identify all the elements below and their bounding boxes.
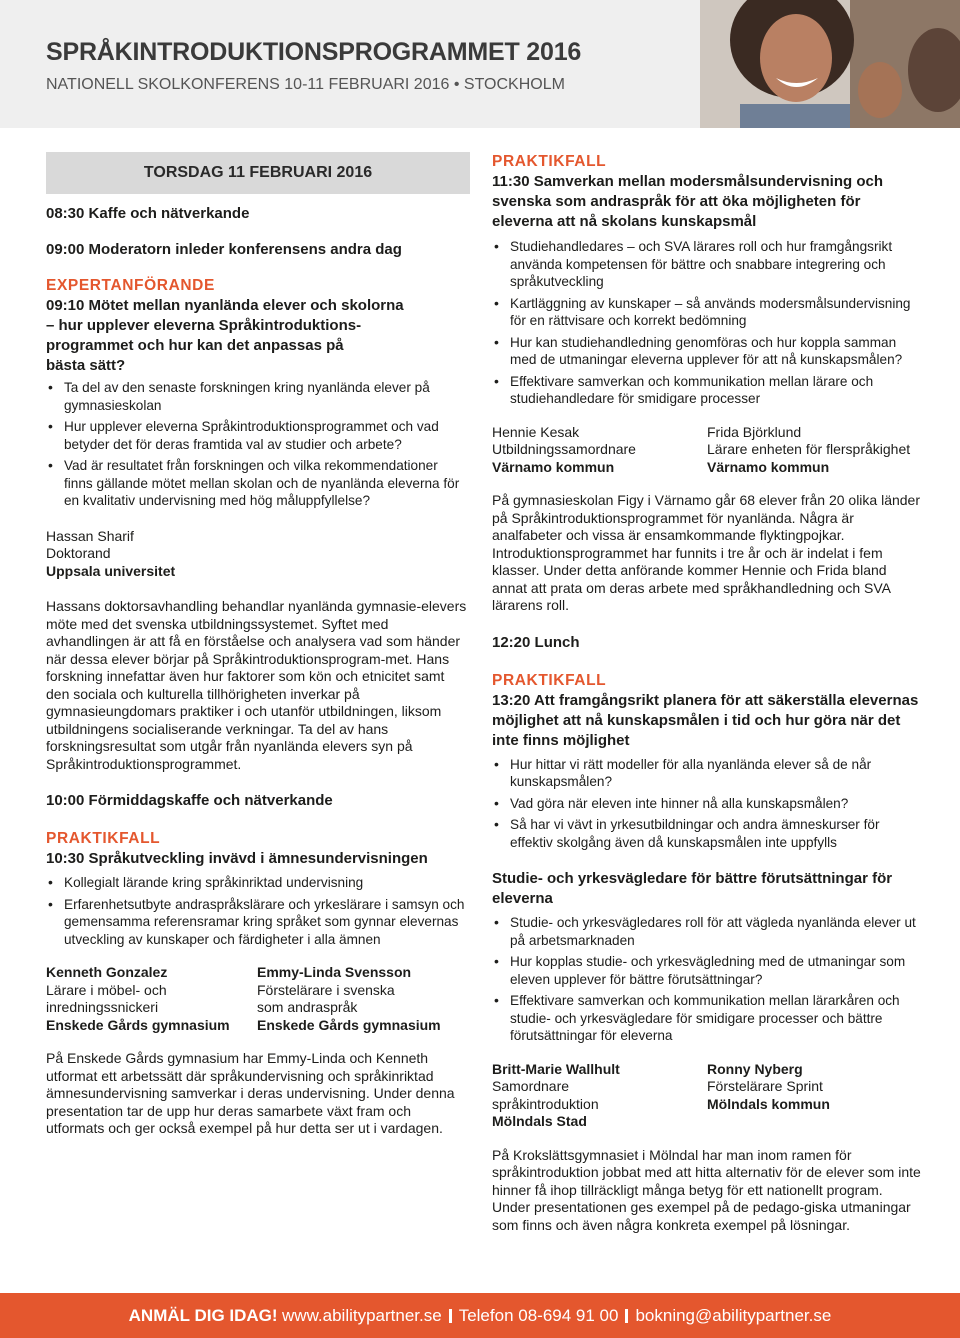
speaker-role: Utbildningssamordnare: [492, 441, 636, 457]
list-item: • Ta del av den senaste forskningen kring nyanlända elever på gymnasieskolan: [46, 379, 470, 414]
case-bullet-list: [46, 874, 470, 948]
page-subtitle: NATIONELL SKOLKONFERENS 10-11 FEBRUARI 2016 • STOCKHOLM: [46, 76, 565, 93]
speaker-role: inredningssnickeri: [46, 999, 159, 1015]
list-item: • Vad är resultatet från forskningen och vilka rekommendationer finns gällande mötet mellan skolan och de nyanlända eleverna för en kvalitativ undervisning med hög måluppfyllelse?: [46, 457, 470, 510]
speaker-card: [707, 1061, 922, 1131]
speaker-org: Enskede Gårds gymnasium: [257, 1016, 441, 1033]
expert-bullet-list: [46, 379, 470, 510]
students-photo-image: [700, 0, 960, 128]
case-bullet-list: [492, 756, 922, 852]
speaker-name: Kenneth Gonzalez: [46, 964, 168, 980]
speaker-org: Enskede Gårds gymnasium: [46, 1016, 230, 1033]
section-description: På Krokslättsgymnasiet i Mölndal har man inom ramen för språkintroduktion jobbat med att hitta alternativ för de elever som inte hinner få ihop tillräckligt många betyg för ett nationellt program. Under presentationen ges exempel på de pedago-giska utmaningar som finns och även några konkreta exempel på lösningar.: [492, 1146, 921, 1233]
list-item: • Så har vi vävt in yrkesutbildningar och andra ämneskurser för effektiv skolgång även då kunskapsmålen inte uppfylls: [492, 816, 922, 851]
schedule-item-coffee: 08:30 Kaffe och nätverkande: [46, 205, 250, 222]
speaker-org: Värnamo kommun: [707, 458, 830, 475]
case-label: PRAKTIKFALL: [46, 830, 161, 847]
speaker-card: [707, 424, 922, 477]
speaker-org: Mölndals kommun: [707, 1095, 830, 1112]
schedule-item-break: 10:00 Förmiddagskaffe och nätverkande: [46, 792, 333, 809]
list-item: • Erfarenhetsutbyte andraspråkslärare och yrkeslärare i samsyn och gemensamma referensramar kring språket som gynnar elevernas utveckling av kunskaper och färdigheter i alla ämnen: [46, 896, 470, 949]
day-heading: TORSDAG 11 FEBRUARI 2016: [46, 152, 470, 194]
speaker-org: Mölndals Stad: [492, 1113, 587, 1129]
speaker-role: Lärare i möbel- och: [46, 981, 167, 998]
footer-website-link[interactable]: www.abilitypartner.se: [282, 1305, 442, 1325]
case-label: PRAKTIKFALL: [492, 153, 607, 170]
footer-separator: [449, 1309, 452, 1323]
right-column: [492, 152, 922, 1234]
footer-email-link[interactable]: bokning@abilitypartner.se: [635, 1305, 832, 1325]
footer-bar: [0, 1293, 960, 1338]
list-item: • Kollegialt lärande kring språkinriktad undervisning: [46, 874, 470, 892]
section-title: Studie- och yrkesvägledare för bättre förutsättningar för eleverna: [492, 870, 893, 907]
case-description: På gymnasieskolan Figy i Värnamo går 68 elever från 20 olika länder på Språkintroduktionsprogrammet för nyanlända. Några är analfabeter och vissa är ensamkommande flyktingpojkar. Introduktionsprogrammet har funnits i tre år och är indelat i fem klasser. Under detta anförande kommer Hennie och Frida bland annat att prata om deras arbete med språkhandledning och SVA lärarens roll.: [492, 492, 921, 613]
header-photo: [700, 0, 960, 128]
speaker-name: Ronny Nyberg: [707, 1060, 803, 1077]
list-item: • Hur kan studiehandledning genomföras och hur koppla samman med de utmaningar eleverna upplever för att nå kunskapsmålen?: [492, 334, 922, 369]
schedule-item-moderator: 09:00 Moderatorn inleder konferensens andra dag: [46, 241, 402, 258]
case-description: På Enskede Gårds gymnasium har Emmy-Linda och Kenneth utformat ett arbetssätt där språkundervisning och språkinriktad ämnesundervisning samverkar i deras undervisning. Under denna presentation tar de upp hur deras samarbete växt fram och utformats och ger också exempel på hur detta ser ut i vardagen.: [46, 1050, 455, 1136]
list-item: • Studiehandledares – och SVA lärares roll och hur framgångsrikt använda kompetensen för bättre och snabbare integrering och språkutveckling: [492, 238, 922, 291]
speaker-name: Britt-Marie Wallhult: [492, 1060, 620, 1077]
footer-phone: Telefon 08-694 91 00: [458, 1305, 619, 1325]
page-title: SPRÅKINTRODUKTIONSPROGRAMMET 2016: [46, 38, 582, 66]
case-speakers: [492, 424, 922, 477]
speaker-role: Doktorand: [46, 545, 111, 561]
speaker-role: språkintroduktion: [492, 1095, 599, 1112]
expert-description: Hassans doktorsavhandling behandlar nyanlända gymnasie-elevers möte med det svenska utbildningssystemet. Syftet med avhandlingen är att få en förståelse och analysera vad som händer när dessa elever börjar på Språkintroduktionsprogram-met. Hans forskning innefattar även hur faktorer som kön och etnicitet samt den sociala och kulturella tillhörigheten inverkar på gymnasieungdomars praktiker i och utanför utbildningen, liksom utbildningens socialiserande verkningar. Ta del av hans forskningsresultat som utgår från nyanlända elevers syn på Språkintroduktionsprogrammet.: [46, 598, 467, 772]
speaker-name: Hassan Sharif: [46, 527, 134, 544]
list-item: • Kartläggning av kunskaper – så används modersmålsundervisning för en rättvisare och korrekt bedömning: [492, 295, 922, 330]
speaker-card: [257, 964, 470, 1034]
speaker-role: Samordnare: [492, 1078, 570, 1094]
list-item: • Hur hittar vi rätt modeller för alla nyanlända elever så de når kunskapsmålen?: [492, 756, 922, 791]
list-item: • Studie- och yrkesvägledares roll för att vägleda nyanlända elever ut på arbetsmarknaden: [492, 914, 922, 949]
list-item: • Effektivare samverkan och kommunikation mellan lärare och studiehandledare för smidigare processer: [492, 373, 922, 408]
case-bullet-list: [492, 238, 922, 408]
expert-speaker: [46, 528, 470, 581]
expert-title-line: 09:10 Mötet mellan nyanlända elever och skolorna: [46, 297, 404, 314]
list-item: • Effektivare samverkan och kommunikation mellan lärarkåren och studie- och yrkesvägledare för smidigare processer och bättre förutsättningar för eleverna: [492, 992, 922, 1045]
speaker-card: [46, 964, 259, 1034]
speaker-name: Hennie Kesak: [492, 423, 580, 440]
speaker-org: Uppsala universitet: [46, 562, 176, 579]
list-item: • Vad göra när eleven inte hinner nå alla kunskapsmålen?: [492, 795, 922, 813]
list-item: • Hur kopplas studie- och yrkesvägledning med de utmaningar som eleven upplever för bättre förutsättningar?: [492, 953, 922, 988]
speaker-role: Förstelärare i svenska: [257, 981, 395, 998]
speaker-role: Lärare enheten för flerspråkighet: [707, 441, 911, 457]
speaker-name: Emmy-Linda Svensson: [257, 964, 412, 980]
case-speakers: [46, 964, 470, 1034]
case-title: 13:20 Att framgångsrikt planera för att säkerställa elevernas möjlighet att nå kunskapsmålen i tid och hur göra när det inte finns möjlighet: [492, 691, 919, 749]
speaker-card: [492, 1061, 707, 1131]
section-bullet-list: [492, 914, 922, 1045]
speaker-card: [492, 424, 707, 477]
list-item: • Hur upplever eleverna Språkintroduktionsprogrammet och vad betyder det för deras framtida val av studier och arbete?: [46, 418, 470, 453]
expert-title-line: – hur upplever eleverna Språkintroduktions-: [46, 317, 362, 334]
case-title: 10:30 Språkutveckling invävd i ämnesundervisningen: [46, 850, 428, 867]
footer-cta: ANMÄL DIG IDAG!: [128, 1305, 278, 1325]
expert-label: EXPERTANFÖRANDE: [46, 277, 215, 294]
expert-title: [46, 296, 470, 376]
expert-title-line: programmet och hur kan det anpassas på: [46, 337, 344, 354]
case-label: PRAKTIKFALL: [492, 671, 607, 689]
left-column: [46, 152, 470, 1138]
case-title: 11:30 Samverkan mellan modersmålsundervisning och svenska som andraspråk för att öka möjligheten för eleverna att nå skolans kunskapsmål: [492, 173, 883, 230]
schedule-item-lunch: 12:20 Lunch: [492, 633, 580, 651]
page-header: [0, 0, 960, 128]
expert-title-line: bästa sätt?: [46, 357, 126, 374]
speaker-role: som andraspråk: [257, 999, 358, 1015]
section-speakers: [492, 1061, 922, 1131]
speaker-role: Förstelärare Sprint: [707, 1078, 823, 1094]
speaker-name: Frida Björklund: [707, 423, 802, 440]
footer-separator: [625, 1309, 628, 1323]
speaker-org: Värnamo kommun: [492, 458, 615, 475]
